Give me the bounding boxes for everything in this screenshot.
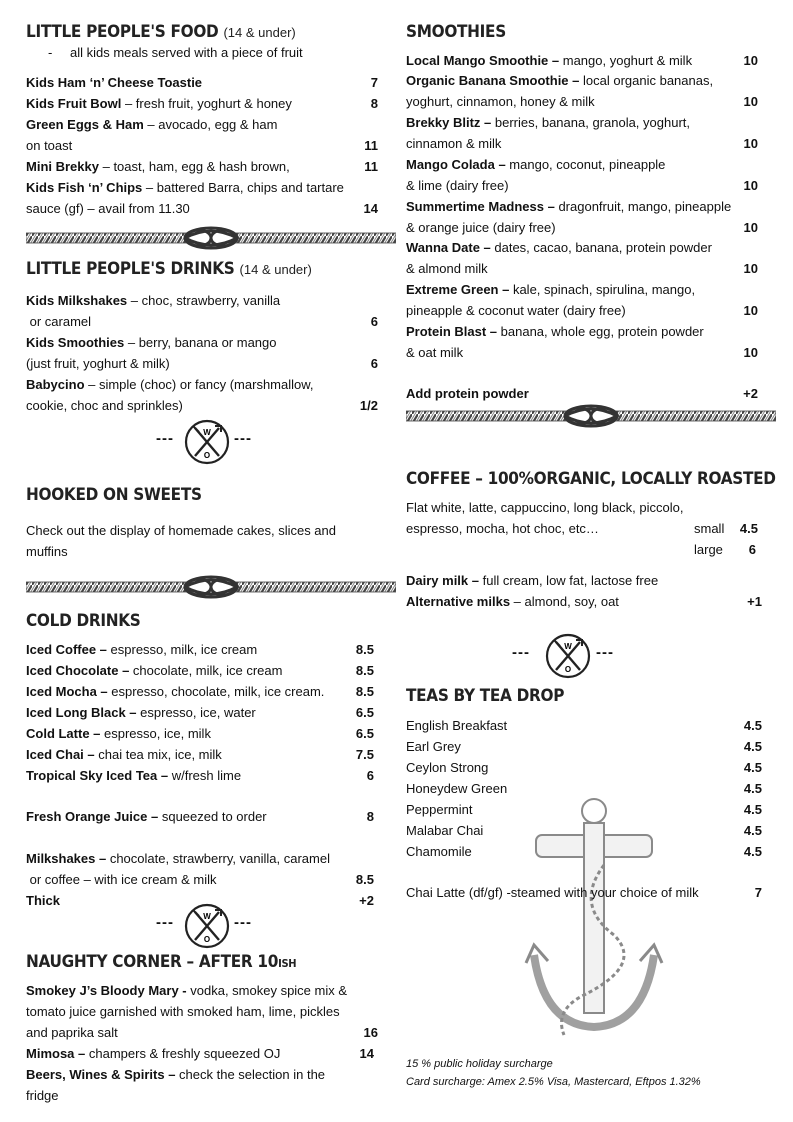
menu-item-desc: tomato juice garnished with smoked ham, lime, pickles bbox=[26, 1004, 340, 1019]
menu-item-desc: and paprika salt bbox=[26, 1025, 118, 1040]
logo-dash-right: --- bbox=[596, 644, 614, 661]
tea-name: Ceylon Strong bbox=[406, 760, 489, 775]
sweets-title: HOOKED ON SWEETS bbox=[26, 485, 202, 505]
menu-item-desc: & lime (dairy free) bbox=[406, 178, 509, 193]
menu-item-desc: on toast bbox=[26, 138, 73, 153]
little-drinks-sub: (14 & under) bbox=[239, 262, 312, 277]
menu-item-name: Iced Coffee – espresso, milk, ice cream bbox=[26, 642, 258, 657]
logo-icon bbox=[544, 632, 592, 680]
menu-item-desc: & almond milk bbox=[406, 261, 488, 276]
menu-item-name: Kids Fruit Bowl – fresh fruit, yoghurt & honey bbox=[26, 96, 292, 111]
menu-item-name: Iced Long Black – espresso, ice, water bbox=[26, 705, 256, 720]
logo-divider bbox=[156, 418, 266, 466]
coffee-title: COFFEE – 100%ORGANIC, LOCALLY ROASTED bbox=[406, 469, 776, 489]
teas-title: TEAS BY TEA DROP bbox=[406, 686, 565, 706]
coffee-small-label: small bbox=[694, 521, 725, 536]
menu-item-price: 10 bbox=[743, 345, 758, 360]
menu-item-price: +2 bbox=[359, 893, 374, 908]
menu-item-name: Tropical Sky Iced Tea – w/fresh lime bbox=[26, 768, 242, 783]
menu-item-name: Smokey J’s Bloody Mary - vodka, smokey spice mix & bbox=[26, 983, 348, 998]
menu-item-name: Milkshakes – chocolate, strawberry, vanilla, caramel bbox=[26, 851, 330, 866]
menu-item-price: 6 bbox=[370, 314, 378, 329]
tea-price: 4.5 bbox=[743, 844, 762, 859]
menu-item-name: Kids Ham ‘n’ Cheese Toastie bbox=[26, 75, 203, 90]
menu-item-name: Cold Latte – espresso, ice, milk bbox=[26, 726, 211, 741]
menu-item-name: Organic Banana Smoothie – local organic bananas, bbox=[406, 73, 714, 88]
note-bullet: - bbox=[48, 45, 53, 60]
menu-item-name: Iced Chocolate – chocolate, milk, ice cream bbox=[26, 663, 283, 678]
logo-divider bbox=[156, 902, 266, 950]
little-drinks-title: LITTLE PEOPLE'S DRINKS bbox=[26, 259, 235, 279]
logo-bottom-letter: O bbox=[203, 451, 211, 460]
logo-top-letter: W bbox=[203, 428, 211, 437]
naughty-title-small: ISH bbox=[278, 957, 297, 970]
footer-surcharge-holiday: 15 % public holiday surcharge bbox=[406, 1058, 553, 1070]
menu-item-desc: yoghurt, cinnamon, honey & milk bbox=[406, 94, 595, 109]
menu-item-name: Add protein powder bbox=[406, 386, 529, 401]
logo-top-letter: W bbox=[564, 642, 572, 651]
menu-item-name: Protein Blast – banana, whole egg, protein powder bbox=[406, 324, 704, 339]
tea-price: 4.5 bbox=[743, 718, 762, 733]
little-food-heading bbox=[26, 22, 296, 42]
menu-item-desc: cookie, choc and sprinkles) bbox=[26, 398, 183, 413]
logo-dash-left: --- bbox=[156, 430, 174, 447]
menu-item-price: 7.5 bbox=[355, 747, 374, 762]
menu-item-price: 14 bbox=[359, 1046, 374, 1061]
menu-item-price: 11 bbox=[364, 159, 378, 174]
logo-icon bbox=[183, 418, 231, 466]
tea-name: Peppermint bbox=[406, 802, 473, 817]
menu-item-desc: (just fruit, yoghurt & milk) bbox=[26, 356, 170, 371]
menu-item-name: Green Eggs & Ham – avocado, egg & ham bbox=[26, 117, 278, 132]
menu-item-price: 10 bbox=[743, 261, 758, 276]
logo-bottom-letter: O bbox=[203, 935, 211, 944]
menu-item-price: 14 bbox=[363, 201, 378, 216]
coffee-line-1: Flat white, latte, cappuccino, long black, piccolo, bbox=[406, 500, 684, 515]
menu-item-name: Alternative milks – almond, soy, oat bbox=[406, 594, 619, 609]
menu-item-desc: & orange juice (dairy free) bbox=[406, 220, 556, 235]
tea-name: Chamomile bbox=[406, 844, 472, 859]
menu-item-name: Fresh Orange Juice – squeezed to order bbox=[26, 809, 267, 824]
menu-item-price: 6.5 bbox=[355, 726, 374, 741]
cold-drinks-title: COLD DRINKS bbox=[26, 611, 141, 631]
menu-item-price: 7 bbox=[370, 75, 378, 90]
menu-item-name: Kids Milkshakes – choc, strawberry, vanilla bbox=[26, 293, 281, 308]
logo-divider bbox=[512, 632, 632, 680]
menu-item-price: 11 bbox=[364, 138, 378, 153]
menu-item-price: 10 bbox=[743, 178, 758, 193]
tea-name: Honeydew Green bbox=[406, 781, 508, 796]
tea-name: English Breakfast bbox=[406, 718, 508, 733]
chai-latte-name: Chai Latte (df/gf) -steamed with your choice of milk bbox=[406, 885, 699, 900]
kids-note bbox=[48, 42, 303, 63]
menu-item-name: Babycino – simple (choc) or fancy (marshmallow, bbox=[26, 377, 314, 392]
logo-bottom-letter: O bbox=[564, 665, 572, 674]
sweets-line-1: Check out the display of homemade cakes, slices and bbox=[26, 523, 337, 538]
menu-item-name: Local Mango Smoothie – mango, yoghurt & milk bbox=[406, 53, 693, 68]
menu-item-name: Thick bbox=[26, 893, 60, 908]
tea-name: Earl Grey bbox=[406, 739, 461, 754]
naughty-heading bbox=[26, 952, 296, 972]
menu-item-price: 1/2 bbox=[359, 398, 378, 413]
rope-divider bbox=[26, 575, 396, 599]
menu-item-price: 10 bbox=[743, 303, 758, 318]
menu-item-desc: cinnamon & milk bbox=[406, 136, 502, 151]
logo-top-letter: W bbox=[203, 912, 211, 921]
smoothies-title: SMOOTHIES bbox=[406, 22, 506, 42]
menu-item-desc: or caramel bbox=[26, 314, 92, 329]
tea-price: 4.5 bbox=[743, 760, 762, 775]
coffee-large-label: large bbox=[694, 542, 723, 557]
logo-dash-left: --- bbox=[156, 914, 174, 931]
menu-item-desc: & oat milk bbox=[406, 345, 464, 360]
menu-item-price: 16 bbox=[363, 1025, 378, 1040]
coffee-large-price: 6 bbox=[748, 542, 756, 557]
coffee-small-price: 4.5 bbox=[739, 521, 758, 536]
menu-item-price: 8.5 bbox=[355, 684, 374, 699]
menu-item-price: +1 bbox=[747, 594, 762, 609]
menu-item-name: Iced Chai – chai tea mix, ice, milk bbox=[26, 747, 222, 762]
rope-divider bbox=[406, 404, 776, 428]
menu-item-desc: sauce (gf) – avail from 11.30 bbox=[26, 201, 190, 216]
logo-dash-right: --- bbox=[234, 430, 252, 447]
chai-latte-price: 7 bbox=[754, 885, 762, 900]
naughty-title: NAUGHTY CORNER – AFTER 10 bbox=[26, 952, 279, 972]
menu-item-price: 8.5 bbox=[355, 642, 374, 657]
menu-item-desc: pineapple & coconut water (dairy free) bbox=[406, 303, 626, 318]
tea-name: Malabar Chai bbox=[406, 823, 484, 838]
menu-item-price: 10 bbox=[743, 220, 758, 235]
menu-item-name: Summertime Madness – dragonfruit, mango, pineapple bbox=[406, 199, 732, 214]
rope-divider bbox=[26, 226, 396, 250]
menu-item-desc: or coffee – with ice cream & milk bbox=[26, 872, 217, 887]
menu-item-price: +2 bbox=[743, 386, 758, 401]
menu-item-name: Kids Fish ‘n’ Chips – battered Barra, chips and tartare bbox=[26, 180, 344, 195]
anchor-icon bbox=[514, 795, 674, 1045]
menu-item-name: Mini Brekky – toast, ham, egg & hash brown, bbox=[26, 159, 290, 174]
menu-item-name: Beers, Wines & Spirits – check the selection in the bbox=[26, 1067, 326, 1082]
menu-item-price: 6 bbox=[366, 768, 374, 783]
logo-icon bbox=[183, 902, 231, 950]
menu-item-name: Wanna Date – dates, cacao, banana, protein powder bbox=[406, 240, 712, 255]
menu-item-name: Mimosa – champers & freshly squeezed OJ bbox=[26, 1046, 281, 1061]
menu-item-name: Dairy milk – full cream, low fat, lactose free bbox=[406, 573, 659, 588]
menu-item-name: Mango Colada – mango, coconut, pineapple bbox=[406, 157, 666, 172]
menu-item-name: Kids Smoothies – berry, banana or mango bbox=[26, 335, 277, 350]
little-drinks-heading bbox=[26, 259, 312, 279]
logo-dash-left: --- bbox=[512, 644, 530, 661]
little-food-title: LITTLE PEOPLE'S FOOD bbox=[26, 22, 219, 42]
sweets-line-2: muffins bbox=[26, 544, 68, 559]
menu-item-price: 6.5 bbox=[355, 705, 374, 720]
coffee-line-2: espresso, mocha, hot choc, etc… bbox=[406, 521, 599, 536]
little-food-sub: (14 & under) bbox=[223, 25, 296, 40]
menu-item-price: 6 bbox=[370, 356, 378, 371]
tea-price: 4.5 bbox=[743, 823, 762, 838]
logo-dash-right: --- bbox=[234, 914, 252, 931]
menu-item-price: 8 bbox=[370, 96, 378, 111]
menu-item-price: 10 bbox=[743, 94, 758, 109]
footer-surcharge-card: Card surcharge: Amex 2.5% Visa, Mastercard, Eftpos 1.32% bbox=[406, 1076, 701, 1088]
tea-price: 4.5 bbox=[743, 781, 762, 796]
menu-item-price: 8.5 bbox=[355, 872, 374, 887]
menu-item-price: 10 bbox=[743, 53, 758, 68]
menu-item-name: Extreme Green – kale, spinach, spirulina, mango, bbox=[406, 282, 696, 297]
menu-item-name: Iced Mocha – espresso, chocolate, milk, ice cream. bbox=[26, 684, 325, 699]
tea-price: 4.5 bbox=[743, 802, 762, 817]
menu-item-desc: fridge bbox=[26, 1088, 59, 1103]
menu-item-name: Brekky Blitz – berries, banana, granola, yoghurt, bbox=[406, 115, 691, 130]
menu-item-price: 8.5 bbox=[355, 663, 374, 678]
note-text: all kids meals served with a piece of fruit bbox=[69, 45, 303, 60]
menu-item-price: 8 bbox=[366, 809, 374, 824]
menu-item-price: 10 bbox=[743, 136, 758, 151]
tea-price: 4.5 bbox=[743, 739, 762, 754]
